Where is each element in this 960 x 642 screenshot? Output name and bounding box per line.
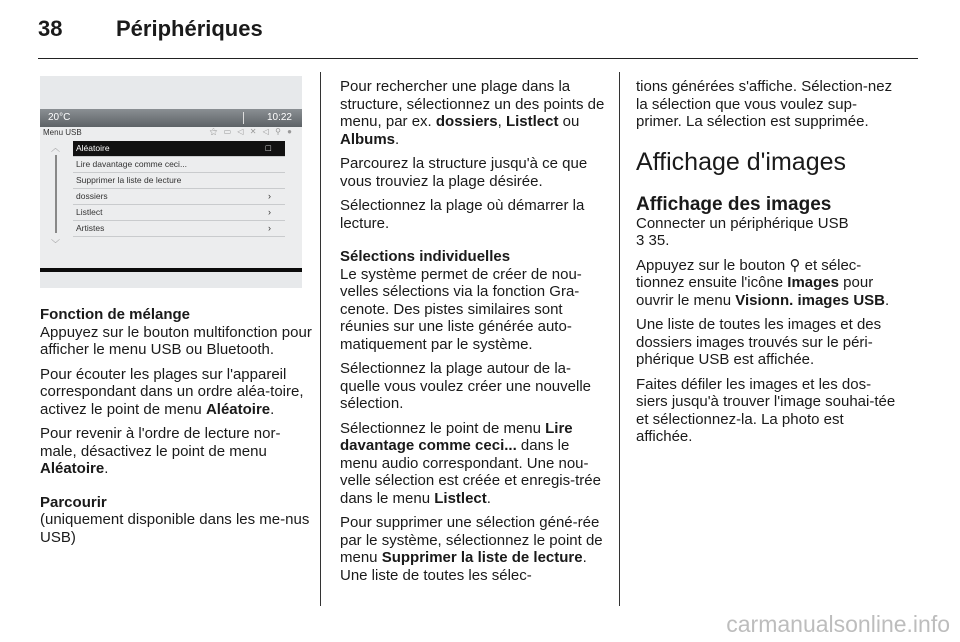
column-divider-right	[619, 72, 620, 606]
text: Sélectionnez le point de menu	[340, 419, 546, 437]
menu-item-label: Supprimer la liste de lecture	[76, 175, 182, 185]
menu-item-label: Lire davantage comme ceci...	[76, 159, 188, 169]
text: dans le menu audio correspondant. Une nou-velle sélection est créée et enregis-trée dans le menu	[340, 437, 601, 507]
header-rule	[38, 58, 918, 59]
menu-item-label: Listlect	[76, 207, 103, 217]
column-divider-left	[320, 72, 321, 606]
scroll-down-icon[interactable]: ﹀	[51, 239, 61, 249]
menu-item-label: Artistes	[76, 223, 105, 233]
paragraph: Le système permet de créer de nou-velles sélections via la fonction Gra-cenote. Des pistes similaires sont réunies sur une liste générée auto-matiquement par le système.	[340, 265, 582, 353]
usb-menu-list	[73, 141, 285, 237]
menu-term: Lire davantage comme ceci...	[340, 419, 573, 454]
screen-status-bar	[40, 109, 302, 127]
paragraph	[40, 425, 312, 478]
column-3	[636, 78, 902, 453]
paragraph: tions générées s'affiche. Sélection-nez la sélection que vous voulez sup-primer. La sélection est supprimée.	[636, 78, 893, 130]
paragraph	[636, 257, 902, 310]
heading-parcourir: Parcourir	[40, 493, 107, 511]
menu-item-aleatoire[interactable]	[73, 141, 285, 157]
text: . Une liste de toutes les sélec-	[340, 549, 587, 584]
column-2	[340, 78, 608, 591]
menu-item-dossiers[interactable]	[73, 189, 285, 205]
heading-fonction-melange: Fonction de mélange	[40, 306, 191, 323]
menu-item-lire-davantage[interactable]	[73, 157, 285, 173]
text: et sélec-tionnez ensuite l'icône	[636, 256, 862, 291]
paragraph	[40, 366, 312, 419]
menu-term: Listlect	[434, 489, 487, 507]
menu-term: Listlect	[505, 113, 559, 130]
paragraph	[340, 78, 608, 148]
menu-term: Images	[787, 274, 839, 291]
menu-item-supprimer-liste[interactable]	[73, 173, 285, 189]
usb-menu-title: Menu USB	[43, 128, 82, 137]
text: pour ouvrir le menu	[636, 274, 874, 309]
status-separator	[243, 112, 244, 124]
text: .	[486, 489, 491, 507]
page-title: Périphériques	[116, 16, 263, 41]
checkbox-icon[interactable]: □	[265, 143, 271, 153]
chevron-right-icon: ›	[268, 223, 271, 233]
heading-affichage-images: Affichage d'images	[636, 147, 846, 176]
scroll-up-icon[interactable]: ︿	[51, 143, 61, 153]
watermark: carmanualsonline.info	[726, 611, 950, 637]
chevron-right-icon: ›	[268, 191, 271, 201]
text: Connecter un périphérique USB	[636, 214, 849, 232]
temperature-readout: 20°C	[48, 112, 71, 123]
menu-term: Aléatoire	[205, 400, 271, 418]
text: .	[884, 291, 890, 309]
paragraph: Parcourez la structure jusqu'à ce que vous trouviez la plage désirée.	[340, 155, 588, 190]
paragraph: (uniquement disponible dans les me-nus USB)	[40, 511, 310, 546]
subheading-affichage-des-images: Affichage des images	[636, 193, 832, 215]
paragraph: Sélectionnez la plage autour de la-quelle vous voulez créer une nouvelle sélection.	[340, 360, 591, 412]
infotainment-screen	[40, 109, 302, 272]
menu-term: Visionn. images USB	[735, 291, 885, 309]
status-icons: ⚝ ▭ ◁ ✕ ◁ ⚲ ●	[209, 127, 294, 136]
text: .	[270, 400, 275, 418]
chevron-right-icon: ›	[268, 207, 271, 217]
text: Appuyez sur le bouton	[636, 256, 790, 274]
text: Pour supprimer une sélection géné-rée par le système, sélectionnez le point de menu	[340, 514, 603, 566]
menu-term: Albums	[340, 130, 396, 148]
column-1	[40, 306, 312, 553]
page-reference-link[interactable]: 3 35.	[636, 232, 670, 249]
home-button-icon: ⚲	[789, 256, 801, 274]
menu-item-listlect[interactable]	[73, 205, 285, 221]
text: Pour écouter les plages sur l'appareil correspondant dans un ordre aléa-toire, activez le point de menu	[40, 365, 304, 418]
paragraph: Faites défiler les images et les dos-siers jusqu'à trouver l'image souhai-tée et sélectionnez-la. La photo est affichée.	[636, 375, 896, 445]
menu-item-artistes[interactable]	[73, 221, 285, 237]
paragraph	[636, 215, 902, 250]
clock-readout: 10:22	[266, 112, 292, 123]
scroll-track[interactable]	[55, 155, 57, 233]
menu-item-label: dossiers	[76, 191, 108, 201]
paragraph	[340, 420, 608, 508]
heading-selections-individuelles: Sélections individuelles	[340, 248, 511, 265]
text: .	[395, 130, 400, 148]
text: ou	[558, 113, 580, 130]
paragraph: Sélectionnez la plage où démarrer la lecture.	[340, 197, 585, 232]
text: ,	[497, 113, 506, 130]
usb-menu-panel	[40, 127, 302, 268]
menu-term: Aléatoire	[40, 460, 105, 477]
usb-menu-figure	[40, 76, 302, 288]
text: Pour revenir à l'ordre de lecture nor-male, désactivez le point de menu	[40, 425, 281, 460]
menu-term: Supprimer la liste de lecture	[381, 549, 583, 566]
menu-item-label: Aléatoire	[76, 143, 110, 153]
scrollbar[interactable]	[49, 141, 63, 249]
paragraph	[340, 514, 608, 584]
menu-term: dossiers	[435, 113, 498, 130]
paragraph: Appuyez sur le bouton multifonction pour afficher le menu USB ou Bluetooth.	[40, 323, 312, 358]
text: .	[104, 460, 109, 477]
paragraph: Une liste de toutes les images et des dossiers images trouvés sur le péri-phérique USB est affichée.	[636, 316, 882, 368]
text: Pour rechercher une plage dans la structure, sélectionnez un des points de menu, par ex.	[340, 78, 605, 130]
page-number: 38	[38, 16, 63, 41]
